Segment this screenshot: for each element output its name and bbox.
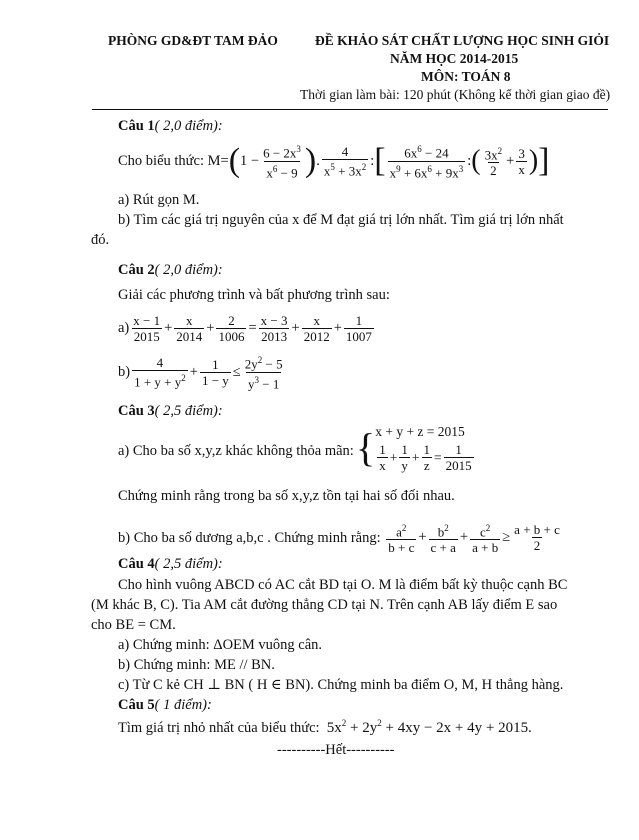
q3-part-a-intro: a) Cho ba số x,y,z khác không thỏa mãn: xyxy=(118,443,354,459)
exam-title: ĐỀ KHẢO SÁT CHẤT LƯỢNG HỌC SINH GIỎI xyxy=(315,33,610,48)
q1-heading: Câu 1( 2,0 điểm): xyxy=(118,118,223,134)
q4-part-b: b) Chứng minh: ME // BN. xyxy=(118,657,275,673)
subject: MÔN: TOÁN 8 xyxy=(421,69,511,84)
q5-question: Tìm giá trị nhỏ nhất của biểu thức: $5x^2 + 2y^2 + 4xy - 2x + 4y + 2015$. xyxy=(118,718,532,736)
q4-line-1: Cho hình vuông ABCD có AC cắt BD tại O. M là điểm bất kỳ thuộc cạnh BC xyxy=(118,577,568,593)
q4-line-3: cho BE = CM. xyxy=(91,617,176,633)
q4-line-2: (M khác B, C). Tia AM cắt đường thẳng CD tại N. Trên cạnh AB lấy điểm E sao xyxy=(91,597,558,613)
q1-part-b: b) Tìm các giá trị nguyên của x để M đạt giá trị lớn nhất. Tìm giá trị lớn nhất xyxy=(118,212,564,228)
school-year: NĂM HỌC 2014-2015 xyxy=(390,51,519,66)
end-marker: ----------Hết---------- xyxy=(277,742,395,758)
q3-heading: Câu 3( 2,5 điểm): xyxy=(118,403,223,419)
time-limit: Thời gian làm bài: 120 phút (Không kể thời gian giao đề) xyxy=(300,87,611,102)
q2-heading: Câu 2( 2,0 điểm): xyxy=(118,262,223,278)
q2-intro: Giải các phương trình và bất phương trình sau: xyxy=(118,287,390,303)
q4-heading: Câu 4( 2,5 điểm): xyxy=(118,556,223,572)
q4-part-a: a) Chứng minh: ΔOEM vuông cân. xyxy=(118,637,323,653)
q2-equation-a: a) $\frac{x - 1}{2015}$ + $\frac{x}{2014}$ + $\frac{2}{1006}$ = $\frac{x - 3}{2013}$ + $\frac{x}{2012}$ + $\frac{1}{1007}$ xyxy=(118,312,372,344)
q2-inequality-b: b) $\frac{4}{1 + y + y^2}$ + $\frac{1}{1 - y}$ ≤ $\frac{2y^2 - 5}{y^3 - 1}$ xyxy=(118,354,283,391)
header-rule xyxy=(92,109,608,110)
q4-part-c: c) Từ C kẻ CH ⊥ BN ( H ∈ BN). Chứng minh ba điểm O, M, H thẳng hàng. xyxy=(118,677,564,693)
q1-part-a: a) Rút gọn M. xyxy=(118,192,200,208)
q1-part-b-cont: đó. xyxy=(91,232,110,248)
q3-part-b: b) Cho ba số dương a,b,c . Chứng minh rằng: $\frac{a^2}{b + c}$ + $\frac{b^2}{c + a}$ + $\frac{c^2}{a + b}$ ≥ $\frac{a + b + c}{2}$ xyxy=(118,522,560,556)
q5-heading: Câu 5( 1 điểm): xyxy=(118,697,212,713)
q1-expression: Cho biểu thức: M= ( 1 − $\frac{6 - 2x^3}{x^6 - 9}$ ) . $\frac{4}{x^5 + 3x^2}$ : [ $\frac{6x^6 - 24}{x^9 + 6x^6 + 9x^3}$ : ( $\frac{3x^2}{2}$ + $\frac{3}{x}$ ) ] xyxy=(118,142,550,180)
office-name: PHÒNG GD&ĐT TAM ĐẢO xyxy=(108,33,278,48)
q3-part-a-prove: Chứng minh rằng trong ba số x,y,z tồn tại hai số đối nhau. xyxy=(118,488,455,504)
q3-system: { x + y + z = 2015 $\frac{1}{x}$ + $\frac{1}{y}$ + $\frac{1}{z}$ = $\frac{1}{2015}$ xyxy=(356,424,472,473)
